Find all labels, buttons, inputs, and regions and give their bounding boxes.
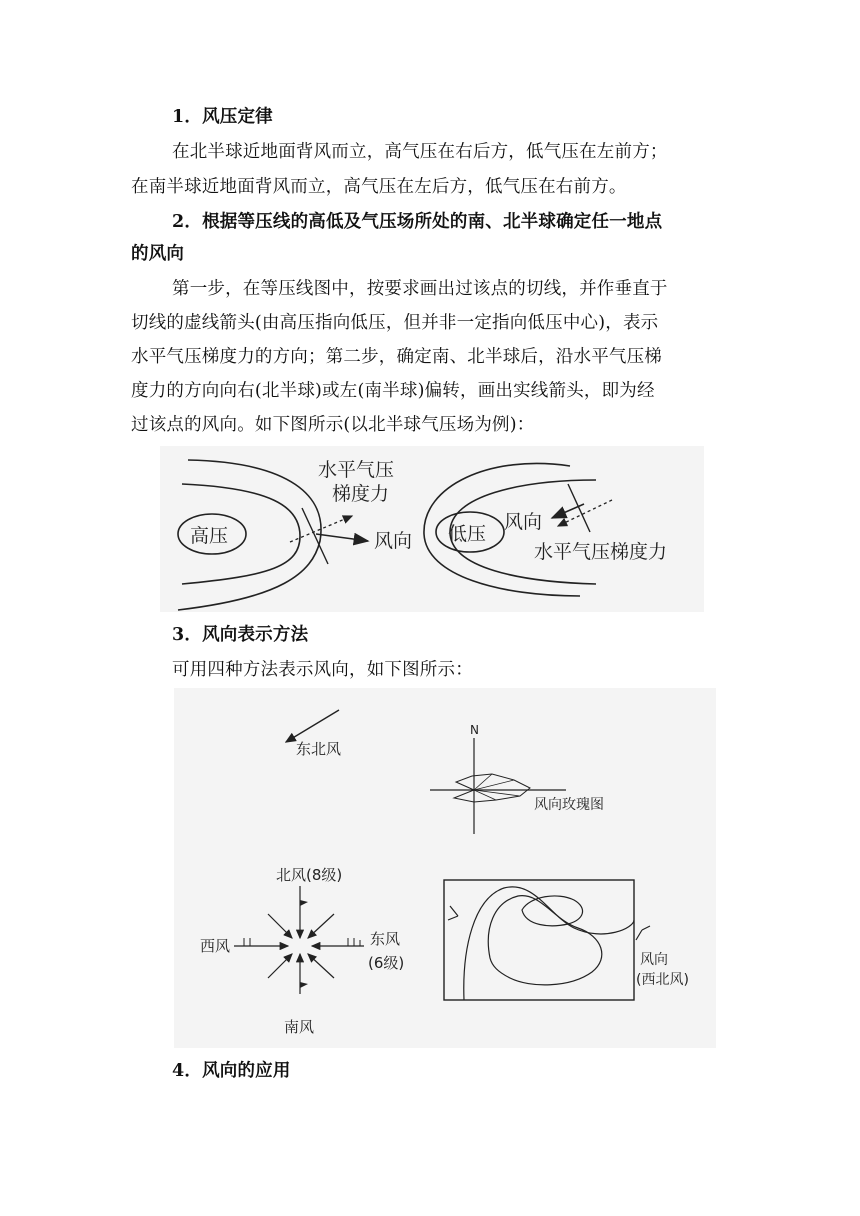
east-wind-label: 东风 (370, 930, 401, 948)
isobar-wind-figure (160, 446, 704, 612)
map-wind-type: (西北风) (636, 972, 689, 988)
pgf-label-line2: 梯度力 (332, 483, 390, 505)
south-wind-label: 南风 (284, 1018, 315, 1036)
east-wind-level: (6级) (368, 954, 405, 972)
wind-methods-diagram (174, 688, 716, 1048)
section2-paragraph-line1: 第一步，在等压线图中，按要求画出过该点的切线，并作垂直于 (172, 279, 668, 299)
section1-paragraph-line1: 在北半球近地面背风而立，高气压在右后方，低气压在左前方； (172, 142, 668, 162)
section2-heading-line1: 2．根据等压线的高低及气压场所处的南、北半球确定任一地点 (172, 212, 663, 232)
wind-label-left: 风向 (374, 530, 413, 552)
section2-paragraph-line3: 水平气压梯度力的方向；第二步，确定南、北半球后，沿水平气压梯 (131, 347, 662, 367)
tangent-line-right (568, 484, 590, 532)
pgf-label-right: 水平气压梯度力 (534, 541, 668, 563)
map-wind-barb-left (448, 906, 458, 920)
se-wind-arrow (308, 954, 334, 978)
map-wind-barb-right (636, 926, 650, 940)
section2-heading-line2: 的风向 (131, 244, 185, 264)
pgf-label-line1: 水平气压 (318, 459, 395, 481)
section1-paragraph-line2: 在南半球近地面背风而立，高气压在左后方，低气压在右前方。 (131, 177, 627, 197)
isobar-diagram (160, 446, 704, 612)
ne-wind-arrow (286, 710, 339, 742)
wind-representation-figure (174, 688, 716, 1048)
section3-heading: 3．风向表示方法 (172, 625, 309, 645)
wind-label-right: 风向 (504, 511, 543, 533)
nw-wind-arrow (268, 914, 292, 938)
rose-label: 风向玫瑰图 (534, 797, 604, 813)
contour-line-middle (488, 896, 602, 985)
section1-heading: 1．风压定律 (172, 107, 273, 127)
west-wind-label: 西风 (200, 937, 231, 955)
section2-paragraph-line4: 度力的方向向右(北半球)或左(南半球)偏转，画出实线箭头，即为经 (131, 381, 655, 401)
section2-paragraph-line5: 过该点的风向。如下图所示(以北半球气压场为例)： (131, 415, 535, 435)
sw-wind-arrow (268, 954, 292, 978)
high-center-label: 高压 (190, 525, 229, 547)
map-wind-label: 风向 (640, 952, 668, 968)
ne-wind-label: 东北风 (296, 740, 342, 758)
north-wind-label: 北风(8级) (276, 866, 343, 884)
north-letter: N (470, 723, 479, 737)
ne-wind-barb-arrow (308, 914, 334, 938)
section3-paragraph: 可用四种方法表示风向，如下图所示： (172, 660, 473, 680)
contour-line-outer (464, 887, 634, 1000)
wind-arrow-left (316, 534, 368, 541)
south-barb-flag (300, 982, 308, 988)
low-center-label: 低压 (448, 523, 487, 545)
section4-heading: 4．风向的应用 (172, 1061, 291, 1081)
north-barb-flag (300, 900, 308, 906)
section2-paragraph-line2: 切线的虚线箭头(由高压指向低压，但并非一定指向低压中心)，表示 (131, 313, 659, 333)
